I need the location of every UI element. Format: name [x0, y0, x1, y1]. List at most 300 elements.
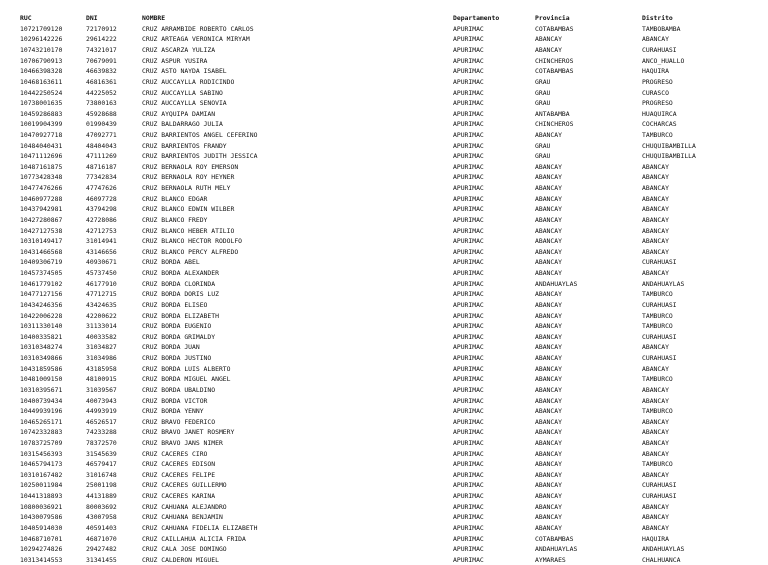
cell-distrito: ABANCAY	[642, 364, 669, 373]
cell-dni: 42728086	[86, 215, 117, 224]
cell-departamento: APURIMAC	[453, 152, 484, 161]
cell-distrito: TAMBURCO	[642, 375, 673, 384]
cell-departamento: APURIMAC	[453, 364, 484, 373]
cell-ruc: 10310348274	[20, 343, 63, 352]
header-distrito: Distrito	[642, 14, 673, 22]
cell-nombre: CRUZ BLANCO PERCY ALFREDO	[142, 247, 239, 256]
cell-provincia: ABANCAY	[535, 417, 562, 426]
cell-distrito: CURAHUASI	[642, 332, 677, 341]
cell-departamento: APURIMAC	[453, 173, 484, 182]
cell-ruc: 10409306719	[20, 258, 63, 267]
cell-nombre: CRUZ BORDA VICTOR	[142, 396, 208, 405]
cell-distrito: CHALHUANCA	[642, 555, 681, 564]
cell-provincia: ABANCAY	[535, 46, 562, 55]
cell-nombre: CRUZ BORDA GRIMALDY	[142, 332, 216, 341]
cell-ruc: 10481009150	[20, 375, 63, 384]
cell-dni: 48404043	[86, 141, 117, 150]
cell-provincia: ABANCAY	[535, 322, 562, 331]
cell-provincia: GRAU	[535, 77, 551, 86]
cell-distrito: CURAHUASI	[642, 300, 677, 309]
cell-dni: 31133014	[86, 322, 117, 331]
cell-ruc: 10484040431	[20, 141, 63, 150]
cell-provincia: ABANCAY	[535, 523, 562, 532]
cell-distrito: ABANCAY	[642, 502, 669, 511]
cell-departamento: APURIMAC	[453, 428, 484, 437]
cell-nombre: CRUZ BORDA ELIZABETH	[142, 311, 219, 320]
cell-provincia: COTABAMBAS	[535, 534, 574, 543]
table-row	[0, 257, 768, 268]
cell-ruc: 10800036921	[20, 502, 63, 511]
table-row	[0, 396, 768, 407]
cell-departamento: APURIMAC	[453, 417, 484, 426]
cell-departamento: APURIMAC	[453, 481, 484, 490]
cell-nombre: CRUZ BERNAOLA ROY HEYNER	[142, 173, 235, 182]
cell-ruc: 10477476266	[20, 184, 63, 193]
cell-departamento: APURIMAC	[453, 24, 484, 33]
cell-ruc: 10310349866	[20, 354, 63, 363]
cell-distrito: CURAHUASI	[642, 258, 677, 267]
table-row	[0, 544, 768, 555]
cell-departamento: APURIMAC	[453, 35, 484, 44]
cell-provincia: ABANCAY	[535, 131, 562, 139]
cell-departamento: APURIMAC	[453, 385, 484, 394]
cell-dni: 47747626	[86, 184, 117, 193]
cell-nombre: CRUZ CAHUANA FIDELIA ELIZABETH	[142, 523, 258, 532]
cell-distrito: HAQUIRA	[642, 534, 669, 543]
cell-departamento: APURIMAC	[453, 237, 484, 246]
cell-provincia: ABANCAY	[535, 438, 562, 447]
cell-nombre: CRUZ BORDA MIGUEL ANGEL	[142, 375, 231, 384]
cell-ruc: 10405914030	[20, 523, 63, 532]
cell-nombre: CRUZ CACERES FELIPE	[142, 470, 216, 479]
cell-distrito: CHUQUIBAMBILLA	[642, 141, 696, 150]
cell-ruc: 10442250524	[20, 88, 63, 97]
cell-distrito: HUAQUIRCA	[642, 109, 677, 118]
cell-nombre: CRUZ BORDA JUSTINO	[142, 354, 212, 363]
cell-dni: 47712715	[86, 290, 117, 299]
cell-ruc: 10742332883	[20, 428, 63, 437]
cell-nombre: CRUZ BLANCO HEBER ATILIO	[142, 226, 235, 235]
cell-distrito: ABANCAY	[642, 385, 669, 394]
cell-departamento: APURIMAC	[453, 534, 484, 543]
cell-distrito: ABANCAY	[642, 449, 669, 458]
table-row	[0, 470, 768, 481]
cell-dni: 78372570	[86, 438, 117, 447]
cell-nombre: CRUZ BORDA EUGENIO	[142, 322, 212, 331]
cell-departamento: APURIMAC	[453, 290, 484, 299]
table-row	[0, 88, 768, 99]
cell-departamento: APURIMAC	[453, 269, 484, 278]
cell-distrito: ABANCAY	[642, 428, 669, 437]
cell-nombre: CRUZ BLANCO EDGAR	[142, 194, 208, 203]
cell-distrito: TAMBURCO	[642, 460, 673, 469]
cell-distrito: ABANCAY	[642, 226, 669, 235]
cell-dni: 70679091	[86, 56, 117, 65]
cell-provincia: ABANCAY	[535, 162, 562, 171]
cell-dni: 47092771	[86, 131, 117, 139]
cell-distrito: CURAHUASI	[642, 492, 677, 501]
cell-nombre: CRUZ CACERES KARINA	[142, 492, 216, 501]
cell-provincia: ABANCAY	[535, 343, 562, 352]
table-header	[0, 13, 768, 24]
cell-dni: 40591403	[86, 523, 117, 532]
cell-ruc: 10250011984	[20, 481, 63, 490]
table-row	[0, 480, 768, 491]
cell-distrito: ANDAHUAYLAS	[642, 545, 685, 554]
cell-departamento: APURIMAC	[453, 162, 484, 171]
cell-ruc: 10431466568	[20, 247, 63, 256]
cell-nombre: CRUZ ASTO NAYDA ISABEL	[142, 67, 227, 76]
cell-provincia: ABANCAY	[535, 194, 562, 203]
cell-dni: 43146656	[86, 247, 117, 256]
cell-ruc: 10310395671	[20, 385, 63, 394]
cell-departamento: APURIMAC	[453, 215, 484, 224]
cell-provincia: ABANCAY	[535, 247, 562, 256]
table-row	[0, 183, 768, 194]
cell-nombre: CRUZ AUCCAYLLA SENOVIA	[142, 99, 227, 108]
cell-distrito: ABANCAY	[642, 523, 669, 532]
cell-dni: 31034986	[86, 354, 117, 363]
table-row	[0, 172, 768, 183]
cell-dni: 40033582	[86, 332, 117, 341]
cell-provincia: ABANCAY	[535, 258, 562, 267]
cell-nombre: CRUZ ARRAMBIDE ROBERTO CARLOS	[142, 24, 254, 33]
table-row	[0, 385, 768, 396]
table-row	[0, 45, 768, 56]
table-row	[0, 24, 768, 35]
cell-provincia: ABANCAY	[535, 364, 562, 373]
cell-distrito: PROGRESO	[642, 99, 673, 108]
cell-provincia: GRAU	[535, 99, 551, 108]
cell-distrito: ABANCAY	[642, 237, 669, 246]
cell-dni: 43794298	[86, 205, 117, 214]
cell-provincia: ABANCAY	[535, 173, 562, 182]
cell-nombre: CRUZ BRAVO JANET ROSMERY	[142, 428, 235, 437]
cell-departamento: APURIMAC	[453, 247, 484, 256]
cell-ruc: 10427127538	[20, 226, 63, 235]
cell-provincia: ABANCAY	[535, 428, 562, 437]
cell-departamento: APURIMAC	[453, 56, 484, 65]
cell-distrito: CURAHUASI	[642, 481, 677, 490]
table-row	[0, 226, 768, 237]
cell-dni: 44131889	[86, 492, 117, 501]
cell-nombre: CRUZ BLANCO EDWIN WILBER	[142, 205, 235, 214]
cell-departamento: APURIMAC	[453, 407, 484, 416]
cell-departamento: APURIMAC	[453, 470, 484, 479]
cell-distrito: ABANCAY	[642, 513, 669, 522]
cell-distrito: CURAHUASI	[642, 46, 677, 55]
cell-dni: 43424635	[86, 300, 117, 309]
cell-ruc: 10434246356	[20, 300, 63, 309]
cell-nombre: CRUZ BERNAOLA ROY EMERSON	[142, 162, 239, 171]
cell-provincia: ANDAHUAYLAS	[535, 279, 578, 288]
cell-ruc: 10477127156	[20, 290, 63, 299]
cell-ruc: 10470927718	[20, 131, 63, 139]
cell-departamento: APURIMAC	[453, 141, 484, 150]
cell-nombre: CRUZ ASCARZA YULIZA	[142, 46, 216, 55]
cell-dni: 45737450	[86, 269, 117, 278]
table-row	[0, 321, 768, 332]
cell-nombre: CRUZ CALDERON MIGUEL	[142, 555, 219, 564]
cell-provincia: ABANCAY	[535, 354, 562, 363]
cell-departamento: APURIMAC	[453, 109, 484, 118]
cell-provincia: CHINCHEROS	[535, 120, 574, 129]
cell-provincia: ABANCAY	[535, 460, 562, 469]
cell-provincia: ABANCAY	[535, 332, 562, 341]
table-row	[0, 512, 768, 523]
table-row	[0, 342, 768, 353]
cell-dni: 48716187	[86, 162, 117, 171]
cell-dni: 73800163	[86, 99, 117, 108]
cell-distrito: CURAHUASI	[642, 354, 677, 363]
cell-dni: 25001198	[86, 481, 117, 490]
cell-departamento: APURIMAC	[453, 131, 484, 139]
cell-dni: 43185958	[86, 364, 117, 373]
table-row	[0, 438, 768, 449]
table-row	[0, 502, 768, 513]
cell-dni: 45928688	[86, 109, 117, 118]
cell-dni: 46816361	[86, 77, 117, 86]
cell-dni: 29614222	[86, 35, 117, 44]
cell-nombre: CRUZ BORDA ABEL	[142, 258, 200, 267]
table-row	[0, 353, 768, 364]
cell-nombre: CRUZ CACERES CIRO	[142, 449, 208, 458]
table-row	[0, 459, 768, 470]
cell-dni: 44993919	[86, 407, 117, 416]
cell-provincia: ABANCAY	[535, 300, 562, 309]
cell-departamento: APURIMAC	[453, 513, 484, 522]
table-row	[0, 491, 768, 502]
cell-ruc: 10294274826	[20, 545, 63, 554]
table-row	[0, 215, 768, 226]
cell-dni: 40930671	[86, 258, 117, 267]
cell-dni: 29427482	[86, 545, 117, 554]
cell-provincia: ABANCAY	[535, 407, 562, 416]
cell-ruc: 10783725709	[20, 438, 63, 447]
cell-distrito: COCHARCAS	[642, 120, 677, 129]
cell-dni: 46639832	[86, 67, 117, 76]
cell-dni: 46177910	[86, 279, 117, 288]
cell-nombre: CRUZ AUCCAYLLA SABINO	[142, 88, 223, 97]
cell-provincia: ABANCAY	[535, 481, 562, 490]
cell-provincia: ABANCAY	[535, 396, 562, 405]
cell-departamento: APURIMAC	[453, 332, 484, 341]
cell-nombre: CRUZ AYQUIPA DAMIAN	[142, 109, 216, 118]
cell-dni: 31016748	[86, 470, 117, 479]
cell-distrito: ABANCAY	[642, 396, 669, 405]
cell-distrito: ABANCAY	[642, 470, 669, 479]
cell-dni: 72170912	[86, 24, 117, 33]
cell-distrito: TAMBURCO	[642, 290, 673, 299]
cell-ruc: 10296142226	[20, 35, 63, 44]
cell-ruc: 10466398328	[20, 67, 63, 76]
cell-ruc: 10471112696	[20, 152, 63, 161]
cell-provincia: GRAU	[535, 141, 551, 150]
cell-provincia: ABANCAY	[535, 470, 562, 479]
cell-departamento: APURIMAC	[453, 311, 484, 320]
table-row	[0, 427, 768, 438]
cell-dni: 48100915	[86, 375, 117, 384]
cell-ruc: 10738001635	[20, 99, 63, 108]
cell-provincia: ANDAHUAYLAS	[535, 545, 578, 554]
table-row	[0, 523, 768, 534]
cell-provincia: ABANCAY	[535, 237, 562, 246]
header-dni: DNI	[86, 14, 98, 22]
cell-distrito: ABANCAY	[642, 438, 669, 447]
cell-ruc: 10310149417	[20, 237, 63, 246]
cell-dni: 44225052	[86, 88, 117, 97]
cell-provincia: ABANCAY	[535, 502, 562, 511]
cell-ruc: 10773428348	[20, 173, 63, 182]
cell-ruc: 10468710701	[20, 534, 63, 543]
table-row	[0, 364, 768, 375]
header-provincia: Provincia	[535, 14, 570, 22]
cell-departamento: APURIMAC	[453, 523, 484, 532]
cell-distrito: ABANCAY	[642, 417, 669, 426]
cell-nombre: CRUZ BORDA DORIS LUZ	[142, 290, 219, 299]
cell-nombre: CRUZ CACERES GUILLERMO	[142, 481, 227, 490]
cell-ruc: 10311330140	[20, 322, 63, 331]
cell-nombre: CRUZ BARRIENTOS FRANDY	[142, 141, 227, 150]
table-row	[0, 555, 768, 565]
table-row	[0, 279, 768, 290]
cell-departamento: APURIMAC	[453, 88, 484, 97]
cell-ruc: 10310167482	[20, 470, 63, 479]
cell-nombre: CRUZ BLANCO HECTOR RODOLFO	[142, 237, 243, 246]
cell-nombre: CRUZ ARTEAGA VERONICA MIRYAM	[142, 35, 250, 44]
cell-nombre: CRUZ AUCCAYLLA RODICINDO	[142, 77, 235, 86]
table-row	[0, 109, 768, 120]
cell-distrito: ABANCAY	[642, 173, 669, 182]
cell-departamento: APURIMAC	[453, 300, 484, 309]
cell-dni: 46526517	[86, 417, 117, 426]
cell-nombre: CRUZ CACERES EDISON	[142, 460, 216, 469]
cell-provincia: ABANCAY	[535, 375, 562, 384]
cell-departamento: APURIMAC	[453, 67, 484, 76]
cell-departamento: APURIMAC	[453, 46, 484, 55]
cell-departamento: APURIMAC	[453, 205, 484, 214]
table-row	[0, 311, 768, 322]
cell-provincia: AYMARAES	[535, 555, 566, 564]
cell-nombre: CRUZ BERNAOLA RUTH MELY	[142, 184, 231, 193]
cell-ruc: 10487161875	[20, 162, 63, 171]
cell-ruc: 10315456393	[20, 449, 63, 458]
cell-nombre: CRUZ BORDA ELISEO	[142, 300, 208, 309]
cell-dni: 31039567	[86, 385, 117, 394]
cell-ruc: 10431859586	[20, 364, 63, 373]
header-departamento: Departamento	[453, 14, 500, 22]
cell-departamento: APURIMAC	[453, 77, 484, 86]
cell-distrito: CURASCO	[642, 88, 669, 97]
cell-nombre: CRUZ BORDA CLORINDA	[142, 279, 216, 288]
cell-nombre: CRUZ ASPUR YUSIRA	[142, 56, 208, 65]
table-row	[0, 289, 768, 300]
cell-departamento: APURIMAC	[453, 226, 484, 235]
cell-distrito: ABANCAY	[642, 162, 669, 171]
cell-distrito: TAMBURCO	[642, 407, 673, 416]
table-row	[0, 194, 768, 205]
cell-departamento: APURIMAC	[453, 343, 484, 352]
table-row	[0, 119, 768, 130]
cell-departamento: APURIMAC	[453, 449, 484, 458]
cell-dni: 40073943	[86, 396, 117, 405]
table-row	[0, 56, 768, 67]
cell-departamento: APURIMAC	[453, 322, 484, 331]
cell-distrito: ABANCAY	[642, 35, 669, 44]
table-row	[0, 162, 768, 173]
header-nombre: NOMBRE	[142, 14, 166, 22]
cell-ruc: 10400739434	[20, 396, 63, 405]
cell-dni: 01990439	[86, 120, 117, 129]
cell-provincia: ABANCAY	[535, 290, 562, 299]
cell-provincia: ABANCAY	[535, 184, 562, 193]
cell-dni: 31034827	[86, 343, 117, 352]
cell-provincia: COTABAMBAS	[535, 24, 574, 33]
cell-nombre: CRUZ BRAVO FEDERICO	[142, 417, 216, 426]
cell-dni: 31341455	[86, 555, 117, 564]
cell-departamento: APURIMAC	[453, 120, 484, 129]
table-row	[0, 449, 768, 460]
cell-departamento: APURIMAC	[453, 492, 484, 501]
cell-distrito: TAMBURCO	[642, 131, 673, 139]
cell-nombre: CRUZ BALDARRAGO JULIA	[142, 120, 223, 129]
cell-distrito: ABANCAY	[642, 343, 669, 352]
cell-nombre: CRUZ CAILLAHUA ALICIA FRIDA	[142, 534, 246, 543]
cell-distrito: ABANCAY	[642, 269, 669, 278]
cell-nombre: CRUZ BORDA LUIS ALBERTO	[142, 364, 231, 373]
cell-provincia: GRAU	[535, 88, 551, 97]
cell-dni: 80003692	[86, 502, 117, 511]
cell-ruc: 10721709120	[20, 24, 63, 33]
cell-provincia: ABANCAY	[535, 226, 562, 235]
table-row	[0, 34, 768, 45]
cell-departamento: APURIMAC	[453, 279, 484, 288]
cell-distrito: TAMBOBAMBA	[642, 24, 681, 33]
table-row	[0, 236, 768, 247]
cell-ruc: 10460977288	[20, 194, 63, 203]
cell-nombre: CRUZ BORDA YENNY	[142, 407, 204, 416]
table-row	[0, 98, 768, 109]
cell-nombre: CRUZ BORDA ALEXANDER	[142, 269, 219, 278]
cell-dni: 47111269	[86, 152, 117, 161]
cell-provincia: GRAU	[535, 152, 551, 161]
cell-distrito: ABANCAY	[642, 205, 669, 214]
cell-nombre: CRUZ CAHUANA ALEJANDRO	[142, 502, 227, 511]
cell-distrito: HAQUIRA	[642, 67, 669, 76]
cell-departamento: APURIMAC	[453, 194, 484, 203]
cell-dni: 43007958	[86, 513, 117, 522]
cell-departamento: APURIMAC	[453, 354, 484, 363]
cell-provincia: ABANCAY	[535, 205, 562, 214]
cell-distrito: TAMBURCO	[642, 322, 673, 331]
cell-provincia: ANTABAMBA	[535, 109, 570, 118]
cell-departamento: APURIMAC	[453, 555, 484, 564]
cell-dni: 31545639	[86, 449, 117, 458]
cell-provincia: ABANCAY	[535, 513, 562, 522]
table-row	[0, 151, 768, 162]
cell-departamento: APURIMAC	[453, 184, 484, 193]
cell-provincia: ABANCAY	[535, 449, 562, 458]
cell-nombre: CRUZ BARRIENTOS JUDITH JESSICA	[142, 152, 258, 161]
table-row	[0, 66, 768, 77]
cell-provincia: ABANCAY	[535, 215, 562, 224]
cell-ruc: 10461779102	[20, 279, 63, 288]
table-row	[0, 268, 768, 279]
cell-dni: 74321017	[86, 46, 117, 55]
cell-nombre: CRUZ BORDA JUAN	[142, 343, 200, 352]
cell-distrito: TAMBURCO	[642, 311, 673, 320]
cell-nombre: CRUZ BORDA UBALDINO	[142, 385, 216, 394]
